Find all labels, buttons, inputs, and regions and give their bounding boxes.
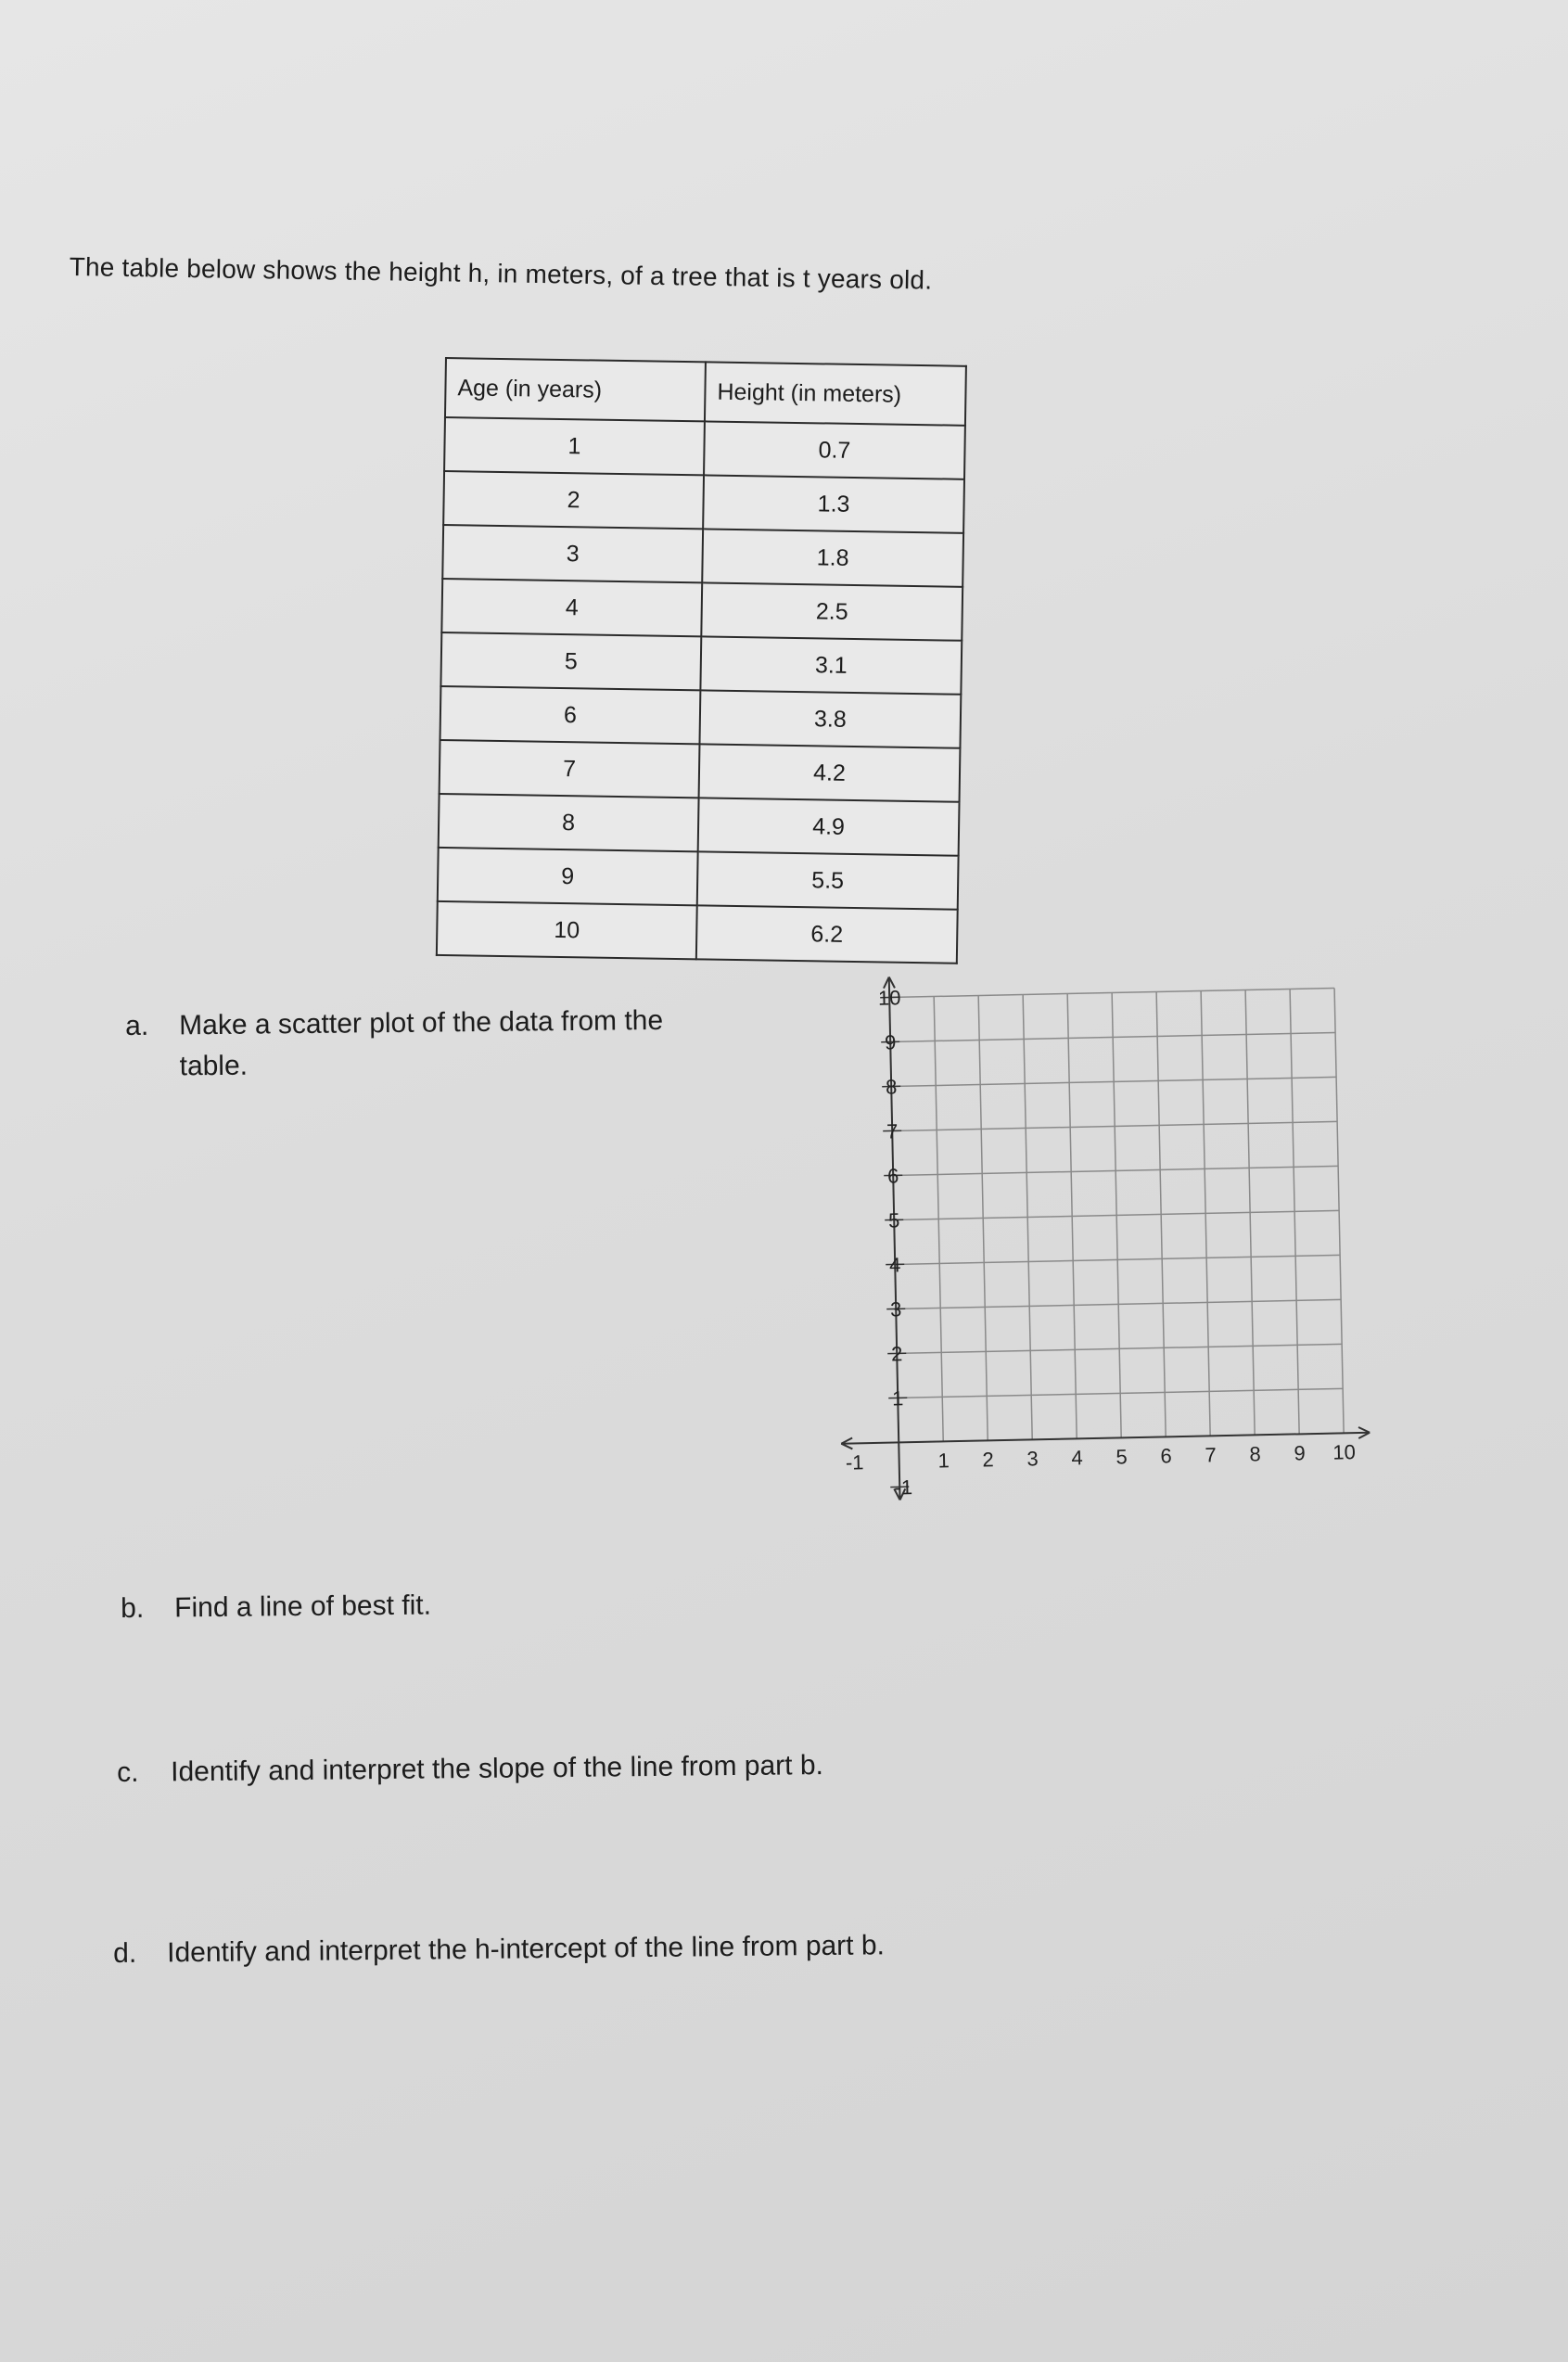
table-row (440, 686, 962, 748)
x-tick-label: 6 (1160, 1444, 1172, 1468)
intro-text: The table below shows the height h, in meters, of a tree that is t years old. (69, 252, 933, 295)
x-tick-label: 8 (1249, 1442, 1261, 1466)
question-b-label: b. (121, 1592, 145, 1624)
age-cell: 7 (440, 740, 700, 798)
table-row (440, 740, 961, 802)
age-cell: 5 (440, 632, 701, 690)
y-tick-label: 6 (886, 1164, 899, 1188)
age-cell: 8 (439, 794, 699, 851)
x-axis (841, 1433, 1370, 1444)
header-height: Height (in meters) (705, 362, 966, 425)
scatter-plot-grid[interactable] (839, 974, 1433, 1535)
height-cell: 6.2 (696, 905, 958, 963)
x-tick-label: 10 (1332, 1440, 1357, 1464)
age-cell: 4 (441, 579, 702, 636)
y-tick-label: 9 (884, 1030, 897, 1054)
table-row (441, 579, 962, 641)
table-row (443, 471, 964, 533)
table-row (438, 848, 959, 910)
y-tick-label: 3 (889, 1297, 902, 1321)
height-cell: 3.1 (700, 636, 962, 694)
table-header-row (445, 358, 966, 426)
question-b-text: Find a line of best fit. (173, 1590, 432, 1624)
header-age: Age (in years) (445, 358, 706, 421)
age-cell: 3 (442, 525, 703, 582)
y-tick-label: -1 (894, 1475, 913, 1500)
height-cell: 5.5 (697, 851, 959, 909)
coordinate-grid-svg[interactable] (839, 974, 1433, 1530)
age-cell: 1 (444, 417, 705, 475)
data-table (436, 357, 967, 964)
height-cell: 4.2 (699, 744, 961, 801)
x-tick-label: 5 (1115, 1445, 1128, 1469)
age-cell: 6 (440, 686, 701, 744)
height-cell: 0.7 (704, 421, 965, 479)
question-d (113, 1930, 885, 1970)
height-cell: 4.9 (698, 798, 960, 855)
table-row (440, 632, 962, 695)
question-a (125, 1005, 664, 1083)
question-d-label: d. (113, 1937, 137, 1969)
age-cell: 9 (438, 848, 698, 905)
x-tick-label: 7 (1205, 1443, 1217, 1467)
y-tick-label: 2 (890, 1342, 903, 1366)
x-tick-label: 2 (982, 1448, 995, 1472)
age-cell: 2 (443, 471, 704, 529)
question-a-label: a. (125, 1010, 149, 1041)
height-cell: 1.3 (703, 475, 964, 532)
y-tick-label: 8 (885, 1075, 898, 1099)
question-c-text: Identify and interpret the slope of the line from part b. (170, 1750, 824, 1788)
question-a-text-line2: table. (179, 1050, 249, 1082)
table-row (444, 417, 965, 479)
x-tick-label: 3 (1026, 1447, 1039, 1471)
x-tick-label: 4 (1071, 1446, 1084, 1470)
height-cell: 3.8 (699, 690, 961, 747)
x-tick-label: 1 (937, 1449, 950, 1473)
table-row (442, 525, 963, 587)
y-tick-label: 5 (887, 1208, 900, 1232)
x-tick-label: -1 (845, 1450, 864, 1475)
y-tick-label: 10 (877, 986, 901, 1010)
question-d-text: Identify and interpret the h-intercept of the line from part b. (166, 1930, 886, 1969)
y-tick-label: 7 (886, 1119, 899, 1143)
height-cell: 1.8 (702, 529, 963, 586)
height-cell: 2.5 (701, 582, 962, 640)
y-tick-label: 4 (888, 1253, 901, 1277)
age-cell: 10 (437, 901, 697, 959)
question-b (121, 1590, 431, 1625)
table-row (437, 901, 958, 964)
table-row (439, 794, 960, 856)
y-tick-label: 1 (891, 1386, 904, 1411)
question-a-text-line1: Make a scatter plot of the data from the (178, 1004, 664, 1041)
question-c-label: c. (117, 1756, 139, 1788)
question-c (117, 1750, 823, 1789)
x-tick-label: 9 (1294, 1441, 1306, 1465)
